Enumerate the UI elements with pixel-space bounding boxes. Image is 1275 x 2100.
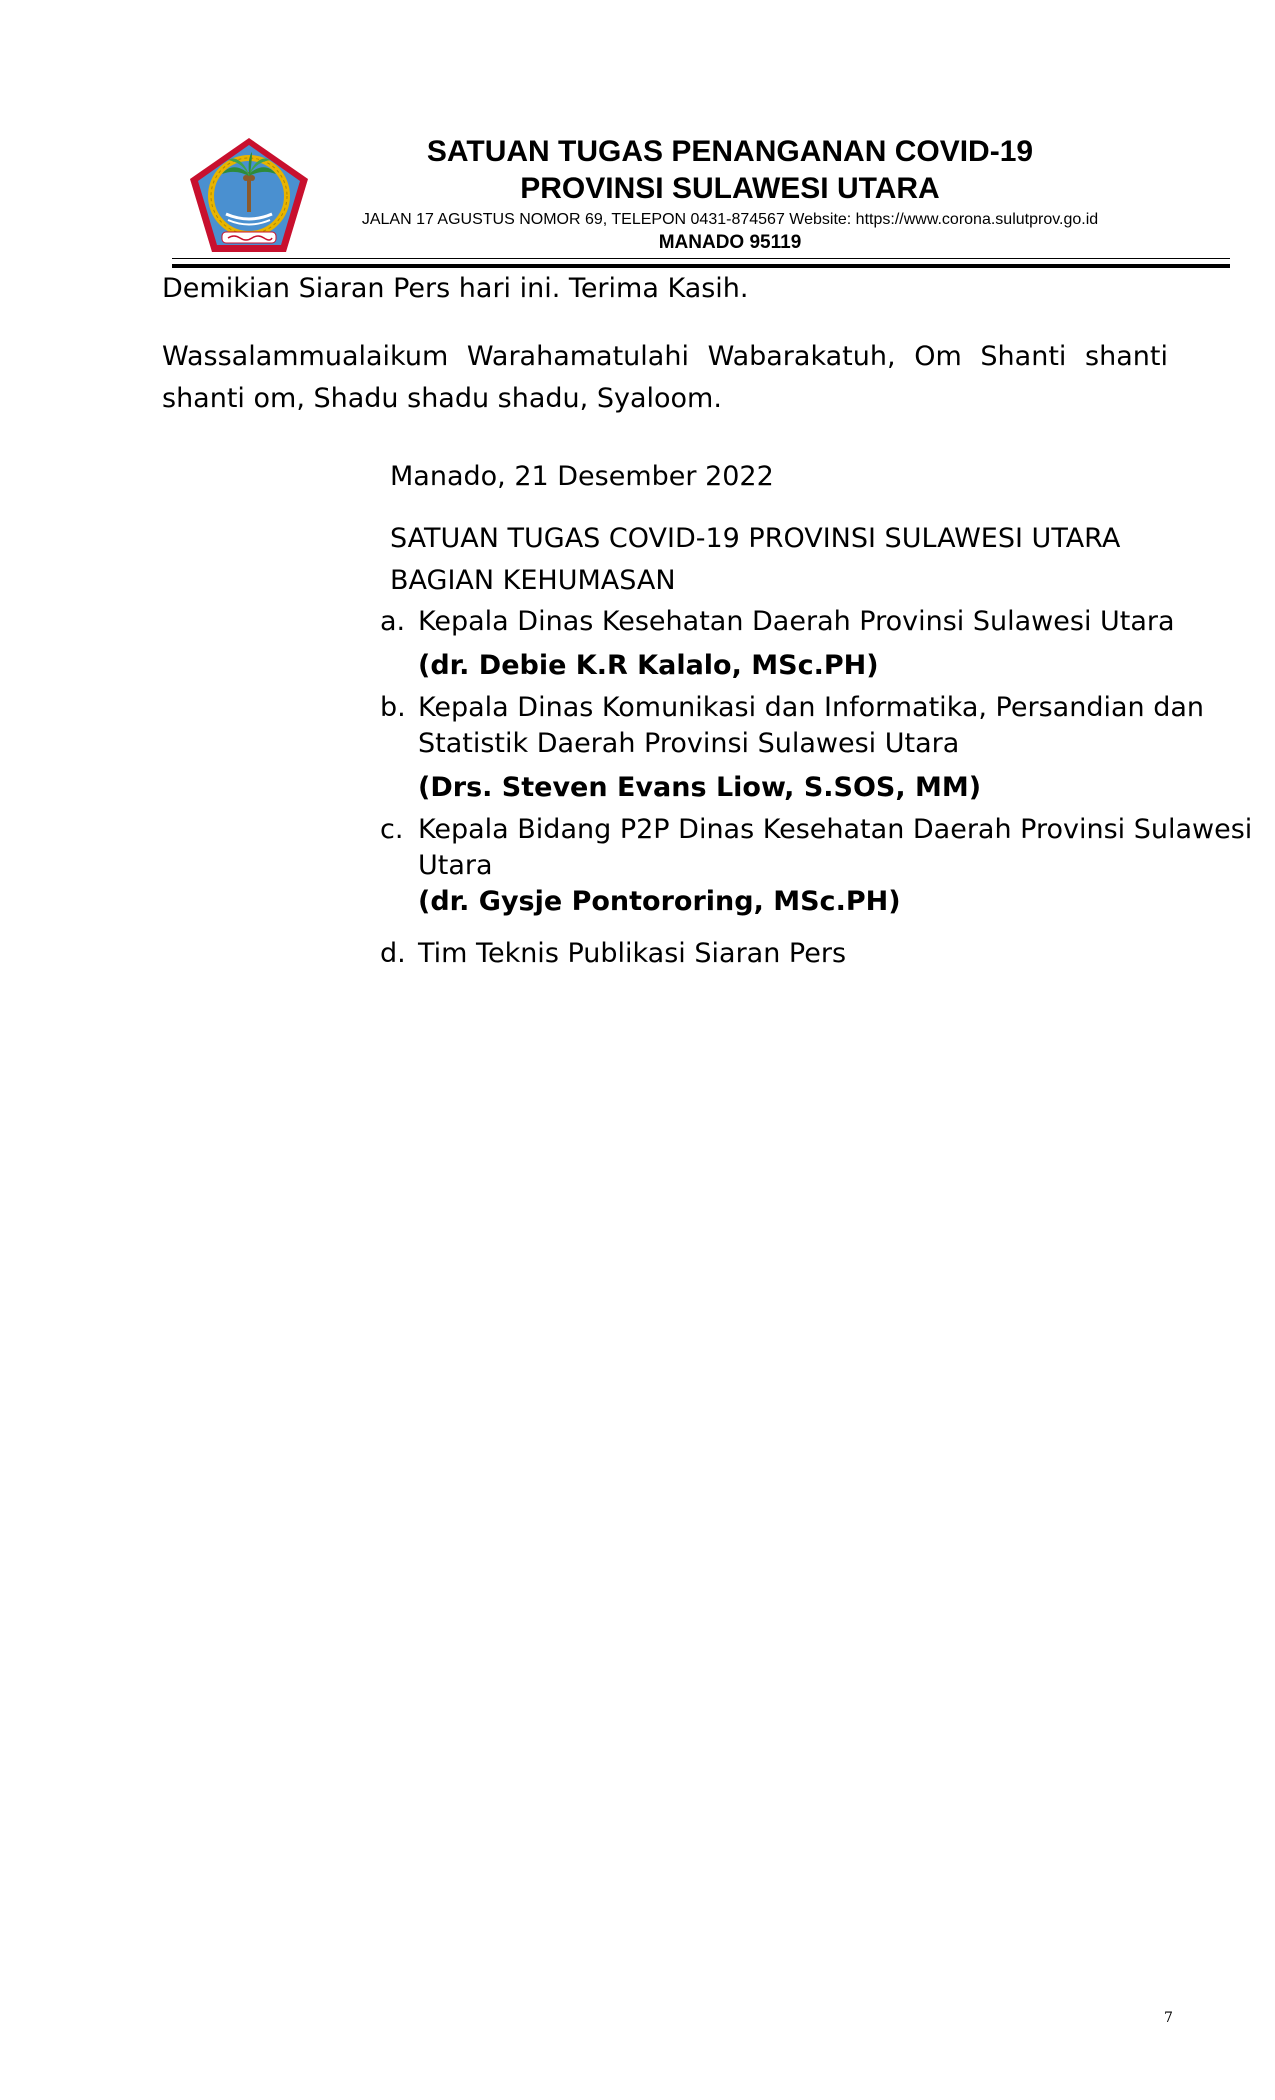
page-number: 7: [1164, 2010, 1173, 2026]
header-address: JALAN 17 AGUSTUS NOMOR 69, TELEPON 0431-874567 Website: https://www.corona.sulutprov.go.id: [361, 211, 1099, 228]
signatory-c-title-line2: Utara: [418, 850, 493, 881]
signatory-c-label: c.: [380, 814, 404, 845]
department-name: BAGIAN KEHUMASAN: [390, 565, 676, 596]
signatory-b-title-line2: Statistik Daerah Provinsi Sulawesi Utara: [418, 728, 960, 759]
provincial-emblem-icon: [186, 134, 312, 258]
place-date: Manado, 21 Desember 2022: [390, 461, 774, 492]
signatory-b-name: (Drs. Steven Evans Liow, S.SOS, MM): [418, 772, 982, 803]
signatory-d-title: Tim Teknis Publikasi Siaran Pers: [418, 938, 847, 969]
header-subtitle: PROVINSI SULAWESI UTARA: [520, 172, 940, 205]
header-rule-thin: [172, 258, 1230, 259]
signatory-a-title: Kepala Dinas Kesehatan Daerah Provinsi Sulawesi Utara: [418, 606, 1175, 637]
signatory-b-label: b.: [380, 692, 406, 723]
signatory-b-title-line1: Kepala Dinas Komunikasi dan Informatika, Persandian dan: [418, 692, 1204, 723]
greeting-paragraph: Wassalammualaikum Warahamatulahi Wabarakatuh, Om Shanti shanti shanti om, Shadu shadu shadu, Syaloom.: [162, 341, 1168, 414]
signatory-d-label: d.: [380, 938, 406, 969]
signatory-c-title-line1: Kepala Bidang P2P Dinas Kesehatan Daerah Provinsi Sulawesi: [418, 814, 1253, 845]
header-city: MANADO 95119: [658, 232, 802, 253]
closing-paragraph: Demikian Siaran Pers hari ini. Terima Kasih.: [162, 273, 749, 304]
signatory-c-name: (dr. Gysje Pontororing, MSc.PH): [418, 886, 901, 917]
signatory-a-name: (dr. Debie K.R Kalalo, MSc.PH): [418, 650, 879, 681]
signatory-a-label: a.: [380, 606, 406, 637]
organization-name: SATUAN TUGAS COVID-19 PROVINSI SULAWESI UTARA: [390, 523, 1121, 554]
header-title: SATUAN TUGAS PENANGANAN COVID-19: [426, 135, 1034, 168]
